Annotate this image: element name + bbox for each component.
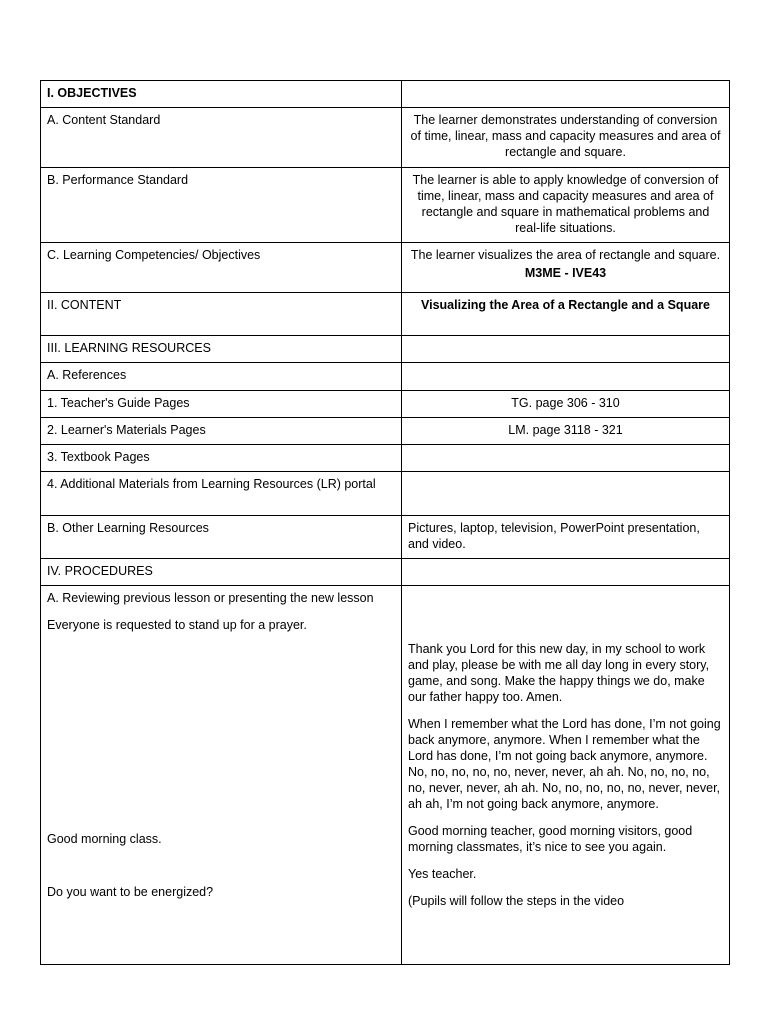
table-row bbox=[41, 336, 730, 363]
review-pupil-cell bbox=[402, 586, 730, 965]
table-row bbox=[41, 559, 730, 586]
competency-code: M3ME - IVE43 bbox=[524, 266, 607, 280]
pupil-greeting: Good morning teacher, good morning visitors, good morning classmates, it’s nice to see you again. bbox=[408, 824, 693, 854]
table-row bbox=[41, 293, 730, 336]
empty-cell bbox=[402, 445, 730, 472]
table-row bbox=[41, 391, 730, 418]
learning-resources-header: III. LEARNING RESOURCES bbox=[41, 336, 402, 363]
pupil-follow: (Pupils will follow the steps in the video bbox=[408, 894, 625, 908]
table-row bbox=[41, 243, 730, 293]
table-row bbox=[41, 363, 730, 391]
learners-materials-label: 2. Learner's Materials Pages bbox=[41, 418, 402, 445]
empty-cell bbox=[402, 81, 730, 108]
teachers-guide-value: TG. page 306 - 310 bbox=[402, 391, 730, 418]
objectives-header: I. OBJECTIVES bbox=[41, 81, 402, 108]
empty-cell bbox=[402, 336, 730, 363]
learners-materials-value: LM. page 3118 - 321 bbox=[402, 418, 730, 445]
content-value: Visualizing the Area of a Rectangle and a Square bbox=[402, 293, 730, 336]
references-label: A. References bbox=[41, 363, 402, 391]
table-row bbox=[41, 168, 730, 243]
content-standard-label: A. Content Standard bbox=[41, 108, 402, 168]
table-row bbox=[41, 586, 730, 965]
teacher-prayer: Everyone is requested to stand up for a prayer. bbox=[47, 618, 307, 632]
procedures-header: IV. PROCEDURES bbox=[41, 559, 402, 586]
table-row bbox=[41, 418, 730, 445]
textbook-label: 3. Textbook Pages bbox=[41, 445, 402, 472]
table-row bbox=[41, 108, 730, 168]
other-resources-label: B. Other Learning Resources bbox=[41, 516, 402, 559]
performance-standard-value: The learner is able to apply knowledge of conversion of time, linear, mass and capacity measures and area of rectangle and square in mathematical problems and real-life situations. bbox=[402, 168, 730, 243]
empty-cell bbox=[402, 472, 730, 516]
table-row bbox=[41, 445, 730, 472]
competencies-label: C. Learning Competencies/ Objectives bbox=[41, 243, 402, 293]
additional-materials-label: 4. Additional Materials from Learning Resources (LR) portal bbox=[41, 472, 402, 516]
content-standard-value: The learner demonstrates understanding of conversion of time, linear, mass and capacity measures and area of rectangle and square. bbox=[402, 108, 730, 168]
content-label: II. CONTENT bbox=[41, 293, 402, 336]
teacher-energize: Do you want to be energized? bbox=[47, 885, 214, 899]
table-row bbox=[41, 81, 730, 108]
teacher-greeting: Good morning class. bbox=[47, 832, 162, 846]
empty-cell bbox=[402, 559, 730, 586]
review-label: A. Reviewing previous lesson or presenting the new lesson bbox=[47, 591, 374, 605]
table-row bbox=[41, 516, 730, 559]
teachers-guide-label: 1. Teacher's Guide Pages bbox=[41, 391, 402, 418]
empty-cell bbox=[402, 363, 730, 391]
lesson-plan-table bbox=[40, 80, 730, 965]
competencies-cell bbox=[402, 243, 730, 293]
review-teacher-cell bbox=[41, 586, 402, 965]
pupil-yes: Yes teacher. bbox=[408, 867, 477, 881]
pupil-song: When I remember what the Lord has done, I’m not going back anymore, anymore. When I remember what the Lord has done, I’m not going back anymore, anymore. No, no, no, no, no, never, never, ah ah. No, no, no, no, no, never, never, ah ah. No, no, no, no, no, never, never, ah ah, I’m not going back anymore, anymore. bbox=[408, 717, 721, 811]
other-resources-value: Pictures, laptop, television, PowerPoint presentation, and video. bbox=[402, 516, 730, 559]
competencies-value: The learner visualizes the area of rectangle and square. bbox=[410, 248, 721, 262]
table-row bbox=[41, 472, 730, 516]
performance-standard-label: B. Performance Standard bbox=[41, 168, 402, 243]
pupil-prayer: Thank you Lord for this new day, in my school to work and play, please be with me all day long in every story, game, and song. Make the happy things we do, make our father happy too. Amen. bbox=[408, 642, 710, 704]
